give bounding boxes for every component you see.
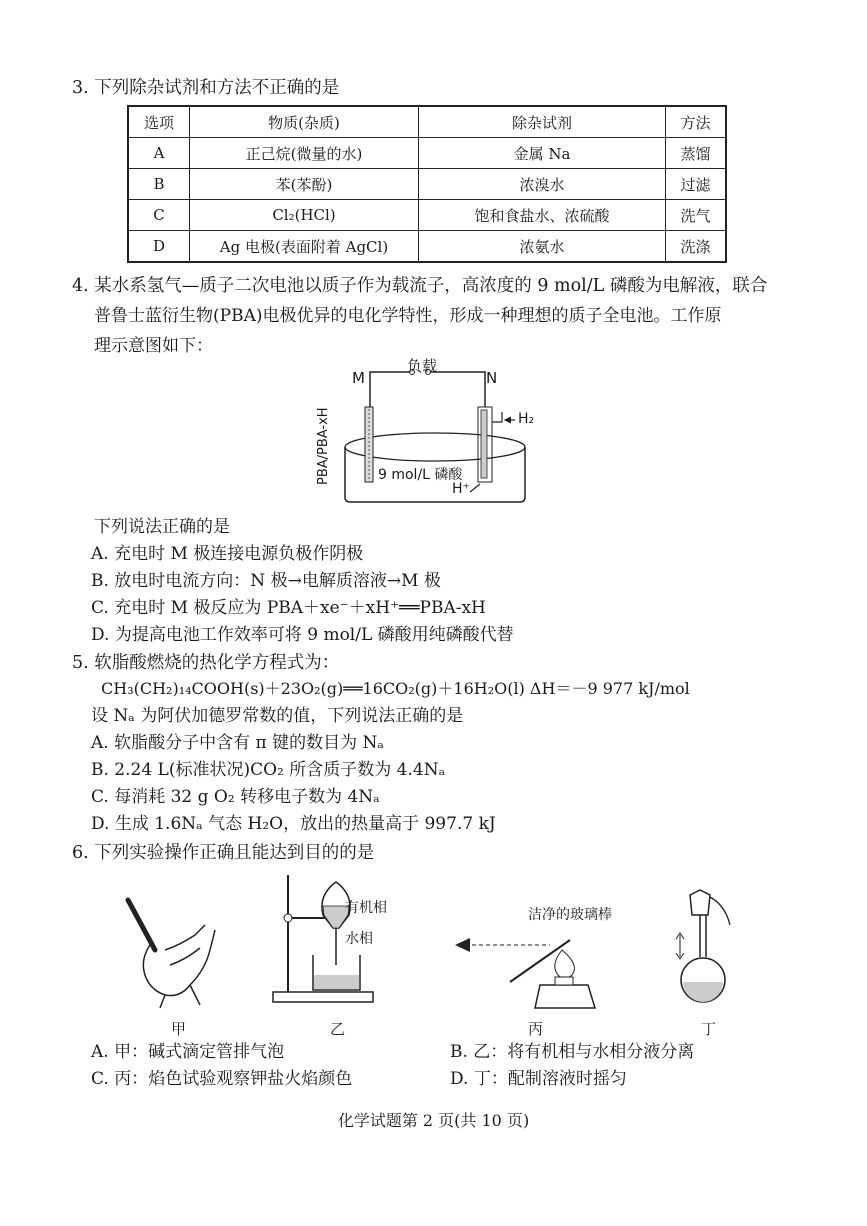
q5-equation: CH₃(CH₂)₁₄COOH(s)＋23O₂(g)══16CO₂(g)＋16H₂O(l) ΔH＝－9 977 kJ/mol bbox=[101, 679, 690, 698]
q6-stem: 6. 下列实验操作正确且能达到目的的是 bbox=[72, 843, 375, 863]
q4-stem-line-1: 4. 某水系氢气—质子二次电池以质子作为载流子，高浓度的 9 mol/L 磷酸为电解液，联合 bbox=[72, 276, 768, 296]
table-cell: 饱和食盐水、浓硫酸 bbox=[419, 200, 666, 231]
q5-option-d: D. 生成 1.6Nₐ 气态 H₂O，放出的热量高于 997.7 kJ bbox=[91, 814, 496, 834]
table-cell: Ag 电极(表面附着 AgCl) bbox=[190, 231, 419, 263]
table-cell: B bbox=[128, 169, 190, 200]
fig-label-yi: 乙 bbox=[330, 1020, 346, 1038]
table-cell: 洗气 bbox=[666, 200, 727, 231]
n-label: N bbox=[486, 369, 498, 387]
table-row bbox=[128, 138, 726, 169]
fig-label-bing: 丙 bbox=[528, 1020, 544, 1038]
q5-option-b: B. 2.24 L(标准状况)CO₂ 所含质子数为 4.4Nₐ bbox=[91, 760, 446, 780]
h2-label: H₂ bbox=[518, 411, 535, 427]
table-row bbox=[128, 231, 726, 263]
header-reagent: 除杂试剂 bbox=[419, 106, 666, 138]
table-header-row bbox=[128, 106, 726, 138]
q6-option-b: B. 乙：将有机相与水相分液分离 bbox=[450, 1042, 695, 1062]
table-cell: Cl₂(HCl) bbox=[190, 200, 419, 231]
table-row bbox=[128, 200, 726, 231]
q6-option-a: A. 甲：碱式滴定管排气泡 bbox=[91, 1042, 285, 1062]
table-cell: 浓溴水 bbox=[419, 169, 666, 200]
table-cell: C bbox=[128, 200, 190, 231]
fig-label-ding: 丁 bbox=[701, 1020, 717, 1038]
header-method: 方法 bbox=[666, 106, 727, 138]
table-cell: 过滤 bbox=[666, 169, 727, 200]
q5-stem: 5. 软脂酸燃烧的热化学方程式为： bbox=[72, 653, 340, 673]
table-cell: 苯(苯酚) bbox=[190, 169, 419, 200]
table-cell: D bbox=[128, 231, 190, 263]
water-phase-label: 水相 bbox=[345, 931, 373, 947]
load-label: 负载 bbox=[407, 357, 438, 375]
fig-bing-drawing bbox=[450, 920, 610, 1015]
fig-ding-drawing bbox=[670, 885, 750, 1015]
electrode-n-core bbox=[481, 410, 487, 478]
q4-question: 下列说法正确的是 bbox=[94, 517, 230, 537]
q6-option-d: D. 丁：配制溶液时摇匀 bbox=[450, 1069, 627, 1089]
q5-option-c: C. 每消耗 32 g O₂ 转移电子数为 4Nₐ bbox=[91, 787, 380, 807]
q3-stem: 3. 下列除杂试剂和方法不正确的是 bbox=[72, 78, 340, 98]
header-substance: 物质(杂质) bbox=[190, 106, 419, 138]
table-cell: 洗涤 bbox=[666, 231, 727, 263]
q5-premise: 设 Nₐ 为阿伏加德罗常数的值，下列说法正确的是 bbox=[91, 706, 464, 726]
proton-arrow bbox=[470, 484, 480, 492]
q5-option-a: A. 软脂酸分子中含有 π 键的数目为 Nₐ bbox=[91, 733, 384, 753]
q4-option-d: D. 为提高电池工作效率可将 9 mol/L 磷酸用纯磷酸代替 bbox=[91, 625, 514, 645]
header-option: 选项 bbox=[128, 106, 190, 138]
fig-label-jia: 甲 bbox=[171, 1020, 187, 1038]
page-footer: 化学试题第 2 页(共 10 页) bbox=[337, 1111, 530, 1130]
q4-option-b: B. 放电时电流方向：N 极→电解质溶液→M 极 bbox=[91, 571, 441, 591]
organic-phase-label: 有机相 bbox=[345, 900, 387, 916]
wire-left bbox=[370, 372, 410, 407]
m-label: M bbox=[352, 369, 365, 387]
fig-jia-drawing bbox=[110, 890, 230, 1010]
table-row bbox=[128, 169, 726, 200]
q3-table bbox=[127, 105, 727, 263]
glass-rod-label: 洁净的玻璃棒 bbox=[528, 907, 612, 923]
q4-stem-line-3: 理示意图如下： bbox=[94, 336, 213, 356]
electrode-label: PBA/PBA-xH bbox=[316, 407, 331, 485]
table-cell: 金属 Na bbox=[419, 138, 666, 169]
h2-inlet bbox=[492, 412, 502, 422]
q6-option-c: C. 丙：焰色试验观察钾盐火焰颜色 bbox=[91, 1069, 353, 1089]
table-cell: 浓氨水 bbox=[419, 231, 666, 263]
table-cell: A bbox=[128, 138, 190, 169]
q4-option-a: A. 充电时 M 极连接电源负极作阴极 bbox=[91, 544, 364, 564]
electrolyte-label: 9 mol/L 磷酸 bbox=[378, 467, 463, 483]
wire-right bbox=[430, 372, 485, 407]
q4-option-c: C. 充电时 M 极反应为 PBA＋xe⁻＋xH⁺══PBA-xH bbox=[91, 598, 486, 618]
table-cell: 蒸馏 bbox=[666, 138, 727, 169]
proton-label: H⁺ bbox=[452, 481, 470, 497]
q4-stem-line-2: 普鲁士蓝衍生物(PBA)电极优异的电化学特性，形成一种理想的质子全电池。工作原 bbox=[94, 306, 722, 326]
table-cell: 正己烷(微量的水) bbox=[190, 138, 419, 169]
